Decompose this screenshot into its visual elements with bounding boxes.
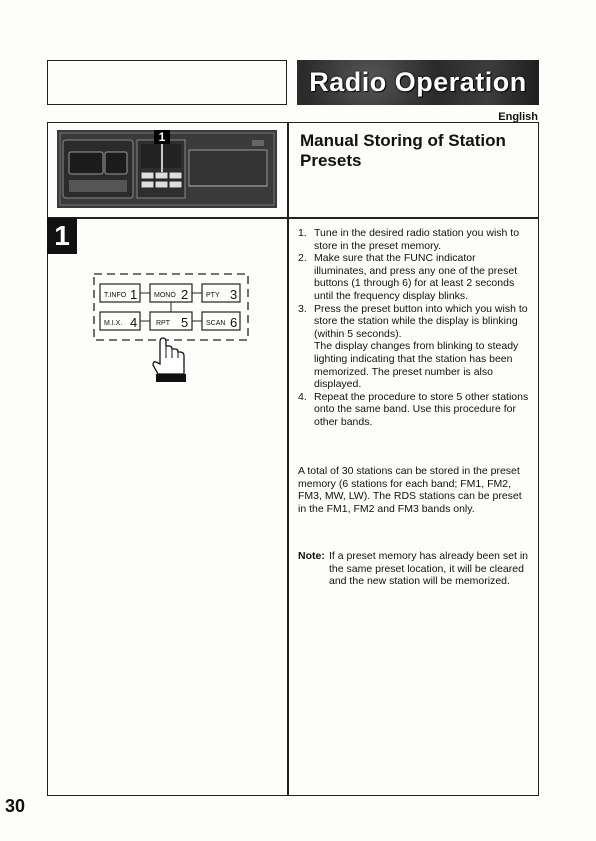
language-label: English bbox=[498, 111, 538, 123]
section-banner bbox=[297, 60, 539, 105]
column-divider bbox=[287, 122, 289, 796]
preset-key-mini bbox=[155, 172, 168, 179]
page-number: 30 bbox=[5, 796, 26, 816]
preset-key-mini bbox=[155, 181, 168, 188]
preset-key-6-digit: 6 bbox=[230, 315, 238, 330]
lower-button-row bbox=[69, 180, 127, 192]
step-item bbox=[298, 303, 530, 391]
eject-button bbox=[252, 140, 264, 146]
step-text: Press the preset button into which you wish to store the station while the display is blinking (within 5 seconds). bbox=[314, 302, 528, 340]
step-number: 3. bbox=[298, 302, 307, 315]
preset-key-mini bbox=[141, 172, 154, 179]
preset-key-1-label: T.INFO bbox=[104, 292, 127, 299]
note-text: If a preset memory has already been set in the same preset location, it will be cleared and the new station will be memorized. bbox=[329, 550, 529, 588]
section-heading: Manual Storing of Station Presets bbox=[300, 131, 506, 170]
mode-button bbox=[105, 152, 127, 174]
tape-slot bbox=[189, 150, 267, 186]
preset-key-3-label: PTY bbox=[206, 292, 220, 299]
summary-paragraph: A total of 30 stations can be stored in the preset memory (6 stations for each band; FM1, FM2, FM3, MW, LW). The RDS stations can be preset in the FM1, FM2 and FM3 bands only. bbox=[298, 465, 522, 515]
note-block bbox=[298, 550, 530, 588]
step-text: Repeat the procedure to store 5 other stations onto the same band. Use this procedure for other bands. bbox=[314, 390, 529, 428]
step-number: 1. bbox=[298, 227, 307, 239]
step-text-continued: The display changes from blinking to steady lighting indicating that the station has been memorized. The preset number is also displayed. bbox=[314, 340, 519, 391]
step-text: Tune in the desired radio station you wish to store in the preset memory. bbox=[314, 227, 520, 252]
preset-key-mini bbox=[169, 181, 182, 188]
step-number: 4. bbox=[298, 390, 307, 403]
radio-unit-illustration bbox=[57, 130, 277, 208]
step-text: Make sure that the FUNC indicator illuminates, and press any one of the preset buttons (1 through 6) for at least 2 seconds until the frequency display blinks. bbox=[314, 252, 518, 302]
step-item bbox=[298, 252, 530, 302]
display-window bbox=[141, 144, 181, 168]
preset-key-4-digit: 4 bbox=[130, 315, 138, 330]
section-title: Radio Operation bbox=[309, 67, 527, 97]
preset-key-2-digit: 2 bbox=[181, 287, 189, 302]
instruction-steps bbox=[298, 227, 530, 429]
preset-key-1-digit: 1 bbox=[130, 287, 138, 302]
preset-key-5-label: RPT bbox=[156, 320, 170, 327]
preset-key-mini bbox=[169, 172, 182, 179]
row-divider bbox=[47, 217, 539, 219]
step-badge: 1 bbox=[47, 218, 77, 254]
note-label: Note: bbox=[298, 550, 325, 562]
preset-key-4-label: M.I.X. bbox=[104, 320, 123, 327]
preset-key-5-digit: 5 bbox=[181, 315, 189, 330]
step-item bbox=[298, 227, 530, 252]
preset-key-mini bbox=[141, 181, 154, 188]
preset-key-6-label: SCAN bbox=[206, 320, 226, 327]
preset-keypad-illustration bbox=[92, 270, 252, 390]
pressing-hand-icon bbox=[153, 338, 186, 382]
step-number: 2. bbox=[298, 252, 307, 265]
page-frame bbox=[47, 122, 539, 796]
preset-key-3-digit: 3 bbox=[230, 287, 238, 302]
blank-header-box bbox=[47, 60, 287, 105]
step-item bbox=[298, 391, 530, 429]
preset-key-2-label: MONO bbox=[154, 292, 176, 299]
callout-number: 1 bbox=[158, 130, 166, 144]
volume-knob-area bbox=[69, 152, 103, 174]
